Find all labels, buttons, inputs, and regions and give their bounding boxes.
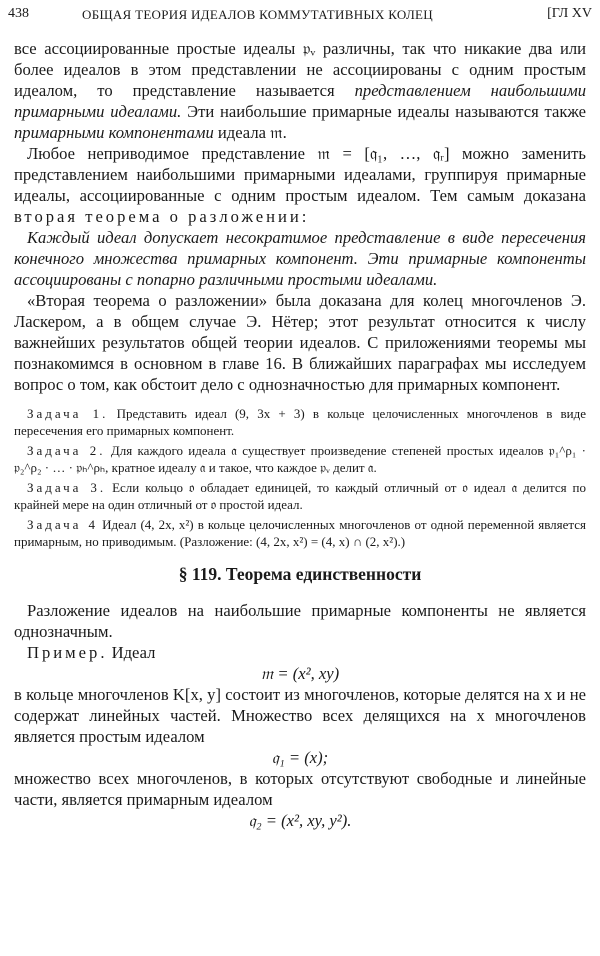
formula-q2: 𝔮₂ = (x², xy, y²). (248, 811, 352, 830)
p1-text-a: все ассоциированные простые идеалы 𝔭ᵥ различны, так что никакие два или более идеалов в этом представлении не ассоциированы с одним простым идеалом, то представление называется (14, 39, 586, 100)
example-line (14, 642, 586, 663)
running-title: ОБЩАЯ ТЕОРИЯ ИДЕАЛОВ КОММУТАТИВНЫХ КОЛЕЦ (82, 7, 433, 22)
p1-text-e: идеала 𝔪. (213, 123, 287, 142)
section-title: § 119. Теорема единственности (178, 564, 422, 584)
problem-text: Представить идеал (9, 3x + 3) в кольце целочисленных многочленов в виде пересечения его примарных компонент. (14, 406, 586, 438)
p2-text-a: Любое неприводимое представление 𝔪 = [𝔮₁, …, 𝔮ᵣ] можно заменить представлением наибольшими примарными идеалами, группируя примарные идеалы, ассоциированные с одним простым идеалом. Тем самым доказана (14, 144, 586, 205)
formula-m: 𝔪 = (x², xy) (260, 664, 340, 683)
formula-q1: 𝔮₁ = (x); (271, 748, 329, 767)
paragraph-1 (14, 38, 586, 143)
theorem-statement: Каждый идеал допускает несократимое представление в виде пересечения конечного множества примарных компонент. Эти примарные компоненты ассоциированы с попарно различными простыми идеалами. (14, 228, 586, 289)
p1-term-representation: представлением наибольшими примарными идеалами. (14, 81, 586, 121)
page-header (8, 4, 592, 26)
problem-4 (14, 516, 586, 550)
chapter-marker: [ГЛ XV (547, 6, 592, 21)
p1-term-components: примарными компонентами (14, 123, 214, 142)
problem-label: Задача 3. (27, 480, 107, 495)
problem-text: Идеал (4, 2x, x²) в кольце целочисленных многочленов от одной переменной является примарным, но приводимым. (Разложение: (4, 2x, x²) = (4, x) ∩ (2, x²).) (14, 517, 586, 549)
example-text: Идеал (107, 643, 156, 662)
paragraph-6: множество всех многочленов, в которых отсутствуют свободные и линейные части, является примарным идеалом (14, 769, 586, 809)
p2-spaced-term: вторая теорема о разложении (14, 207, 302, 226)
page-body (14, 38, 586, 831)
paragraph-3: «Вторая теорема о разложении» была доказана для колец многочленов Э. Ласкером, а в общем случае Э. Нётер; этот результат относится к числу важнейших результатов общей теории идеалов. С приложениями теоремы мы познакомимся в основном в главе 16. В ближайших параграфах мы исследуем вопрос о том, как обстоит дело с однозначностью для примарных компонент. (14, 291, 586, 394)
problem-label: Задача 2. (27, 443, 106, 458)
problem-text: Если кольцо 𝔬 обладает единицей, то каждый отличный от 𝔬 идеал 𝔞 делится по крайней мере на один отличный от 𝔬 простой идеал. (14, 480, 586, 512)
page-number: 438 (8, 6, 29, 21)
problem-label: Задача 1. (27, 406, 109, 421)
problem-label: Задача 4 (27, 517, 99, 532)
paragraph-2 (14, 143, 586, 227)
paragraph-4: Разложение идеалов на наибольшие примарные компоненты не является однозначным. (14, 601, 586, 641)
p2-text-c: : (301, 207, 307, 226)
problem-2 (14, 442, 586, 476)
problem-1 (14, 405, 586, 439)
problem-text: Для каждого идеала 𝔞 существует произведение степеней простых идеалов 𝔭₁^ρ₁ · 𝔭₂^ρ₂ · … · 𝔭ₕ^ρₕ, кратное идеалу 𝔞 и такое, что каждое 𝔭ᵥ делит 𝔞. (14, 443, 586, 475)
p1-text-c: Эти наибольшие примарные идеалы называются также (181, 102, 586, 121)
problem-3 (14, 479, 586, 513)
problems-block (14, 405, 586, 550)
example-label: Пример. (27, 643, 108, 662)
paragraph-5: в кольце многочленов K[x, y] состоит из многочленов, которые делятся на x и не содержат линейных частей. Множество всех делящихся на x многочленов является простым идеалом (14, 685, 586, 746)
